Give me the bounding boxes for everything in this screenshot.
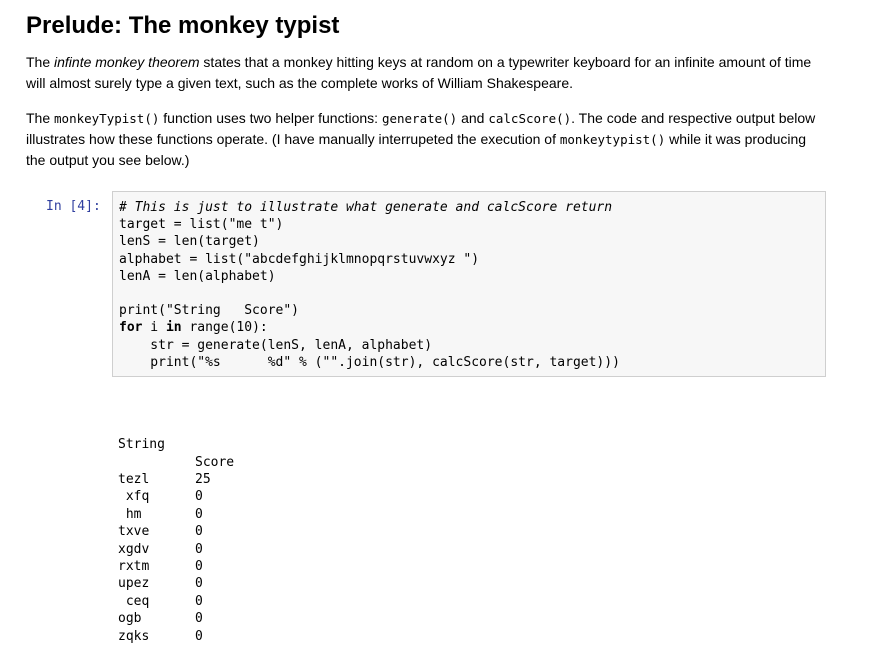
output-score: 0 [195,628,203,644]
output-row [118,628,203,645]
output-string: xfq [118,489,150,505]
output-score: 0 [195,489,203,505]
input-prompt: In [4]: [46,199,101,214]
code-fragment: i [142,320,166,336]
output-score: 0 [195,541,203,557]
inline-code-monkeytypist: monkeyTypist() [54,111,160,126]
code-line: lenA = len(alphabet) [119,268,276,284]
code-line-blank [119,285,620,302]
code-line: alphabet = list("abcdefghijklmnopqrstuvwxyz ") [119,251,480,267]
intro-text-2: states that a monkey hitting keys at random on a typewriter keyboard for an infinite amount of time will almost surely type a given text, such as the complete works of William Shakespeare. [26,54,812,91]
output-string: ogb [118,611,142,627]
theorem-emphasis: infinte monkey theorem [54,54,200,70]
output-string: upez [118,576,150,592]
desc-text-1: The [26,110,55,126]
output-header-string: String [118,437,165,453]
output-string: txve [118,524,150,540]
output-score: 25 [195,472,211,488]
output-header-score: Score [195,454,235,470]
code-line: target = list("me t") [119,217,284,233]
output-row [118,610,203,627]
output-score: 0 [195,576,203,592]
inline-code-generate: generate() [381,111,458,126]
output-row [118,593,203,610]
keyword-in: in [165,320,182,336]
code-editor[interactable] [119,199,620,371]
page-title: Prelude: The monkey typist [26,12,340,39]
desc-text-4: . The code and respective output below illustrates how these functions operate. (I have manually interrupeted the execution of [26,110,816,147]
output-row [118,471,211,488]
output-string: rxtm [118,558,150,574]
output-header-row [118,419,235,470]
output-row [118,523,203,540]
output-score: 0 [195,558,203,574]
description-paragraph [26,108,826,171]
code-line-for [119,319,620,336]
output-string: zqks [118,628,150,644]
keyword-for: for [119,320,143,336]
desc-text-3: and [457,110,489,126]
inline-code-monkeytypist-lower: monkeytypist() [559,132,666,147]
code-line: lenS = len(target) [119,234,260,250]
output-string: tezl [118,472,150,488]
code-line: print("String Score") [119,303,300,319]
cell-output [118,384,235,662]
code-line-comment: # This is just to illustrate what generate and calcScore return [119,200,613,215]
desc-text-5: while it was producing the output you see below.) [26,131,807,168]
output-string: xgdv [118,541,150,557]
code-line: str = generate(lenS, lenA, alphabet) [119,337,433,353]
output-score: 0 [195,611,203,627]
output-score: 0 [195,506,203,522]
inline-code-calcscore: calcScore() [488,111,572,126]
code-fragment: range(10): [181,320,268,336]
intro-paragraph [26,52,826,94]
output-string: hm [118,506,142,522]
desc-text-2: function uses two helper functions: [159,110,382,126]
output-row [118,541,203,558]
output-string: ceq [118,593,150,609]
output-rows [118,471,211,645]
output-row [118,558,203,575]
output-row [118,488,203,505]
output-score: 0 [195,593,203,609]
output-row [118,506,203,523]
output-row [118,575,203,592]
code-cell[interactable] [112,191,826,377]
output-score: 0 [195,524,203,540]
code-line: print("%s %d" % ("".join(str), calcScore(str, target))) [119,354,620,370]
intro-text-1: The [26,54,55,70]
